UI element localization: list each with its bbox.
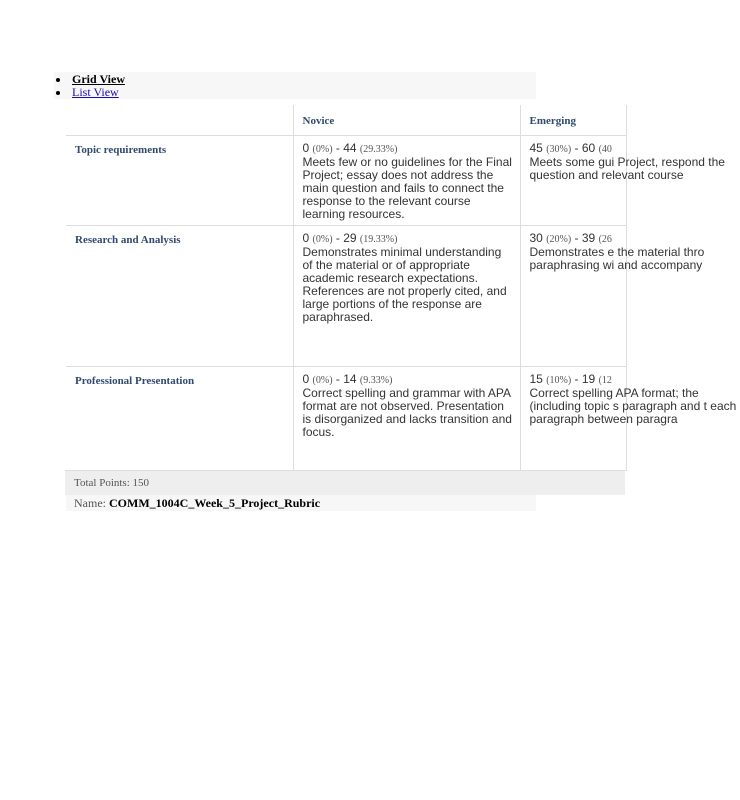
criterion-row <box>66 135 626 225</box>
view-switcher <box>54 72 536 99</box>
point-range: 15 (10%) - 19 (12 <box>529 371 612 386</box>
rubric-name-label: Name: <box>74 496 106 510</box>
cell-description: Demonstrates minimal understanding of the material or of appropriate academic research expectations. References are not properly cited, and large portions of the response are paraphrased. <box>302 244 507 324</box>
rubric-grid <box>66 105 737 471</box>
criterion-name: Professional Presentation <box>66 366 293 470</box>
rubric-name <box>66 495 536 511</box>
point-range: 30 (20%) - 39 (26 <box>529 230 612 245</box>
rubric-name-value: COMM_1004C_Week_5_Project_Rubric <box>109 496 321 510</box>
view-switcher-item <box>54 73 536 86</box>
list-view-link[interactable]: List View <box>72 85 119 99</box>
point-range: 0 (0%) - 29 (19.33%) <box>302 230 398 245</box>
criterion-row <box>66 366 626 470</box>
cell-description: Meets some gui Project, respond the question and relevant course <box>529 154 725 182</box>
cell-description: Meets few or no guidelines for the Final Project; essay does not address the main question and fails to connect the response to the relevant course learning resources. <box>302 154 512 221</box>
level-header-emerging: Emerging <box>520 105 626 135</box>
rubric-cell <box>293 225 520 366</box>
cell-description: Correct spelling APA format; the (including topic s paragraph and t each paragraph between paragra <box>529 385 737 426</box>
rubric-cell <box>520 225 705 366</box>
rubric-cell <box>293 135 520 225</box>
criterion-row <box>66 225 626 366</box>
criteria-header-corner <box>66 105 293 135</box>
rubric-cell <box>520 366 737 470</box>
point-range: 0 (0%) - 14 (9.33%) <box>302 371 393 386</box>
total-points: Total Points: 150 <box>65 470 625 495</box>
criterion-name: Topic requirements <box>66 135 293 225</box>
criterion-name: Research and Analysis <box>66 225 293 366</box>
cell-description: Demonstrates e the material thro paraphrasing wi and accompany <box>529 244 705 272</box>
point-range: 45 (30%) - 60 (40 <box>529 140 612 155</box>
rubric-cell <box>520 135 725 225</box>
grid-view-link[interactable]: Grid View <box>72 72 125 86</box>
rubric-cell <box>293 366 520 470</box>
view-switcher-item <box>54 86 536 99</box>
cell-description: Correct spelling and grammar with APA format are not observed. Presentation is disorganized and lacks transition and focus. <box>302 385 512 439</box>
point-range: 0 (0%) - 44 (29.33%) <box>302 140 398 155</box>
level-header-novice: Novice <box>293 105 520 135</box>
